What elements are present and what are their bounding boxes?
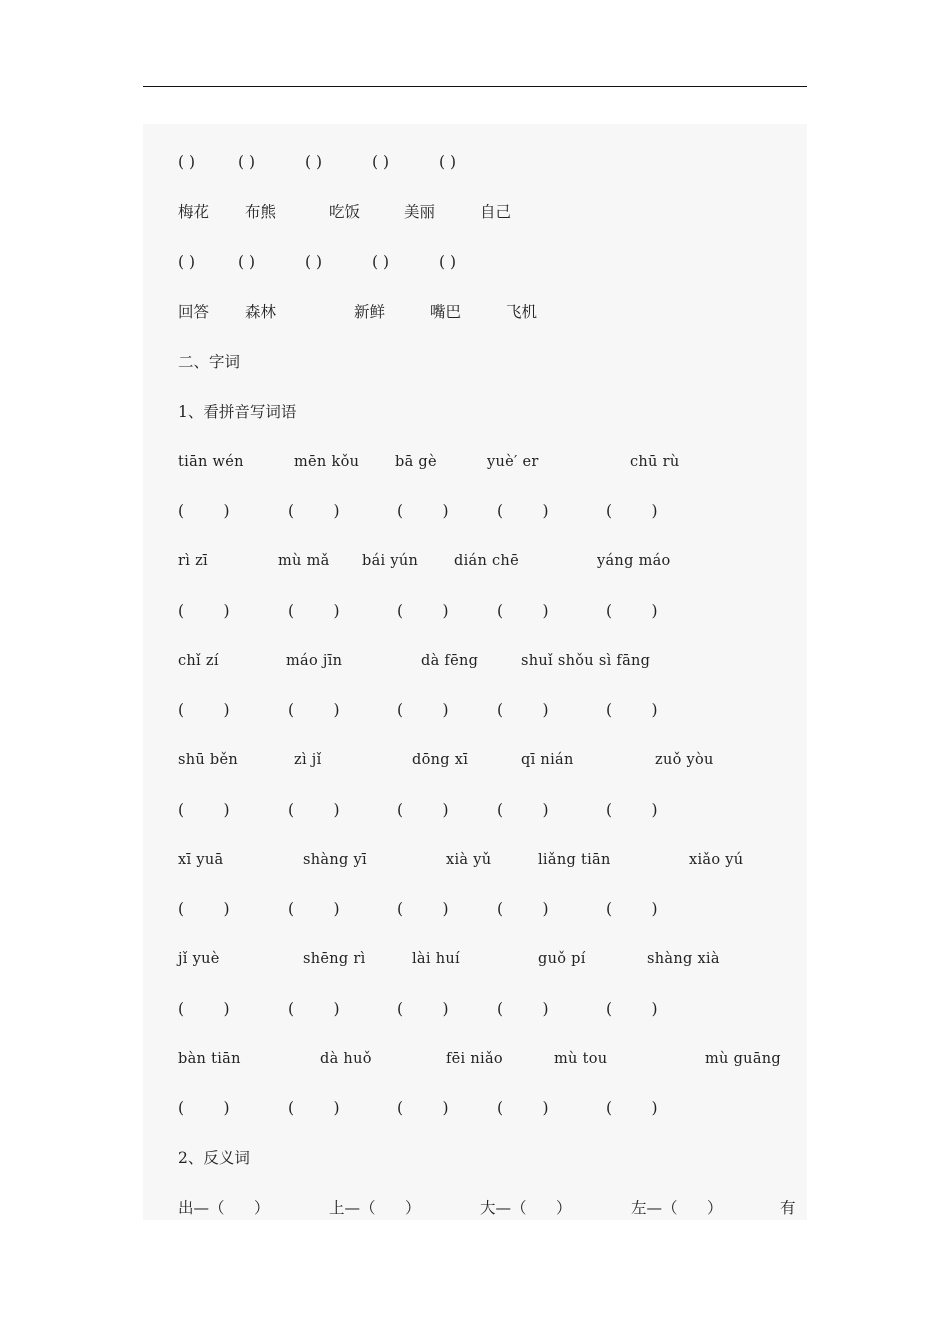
pinyin: fēi niǎo xyxy=(446,1051,503,1067)
blank: ( ) xyxy=(178,900,230,918)
pinyin: shuǐ shǒu sì fāng xyxy=(521,653,651,669)
word-row xyxy=(143,300,807,324)
word: 新鲜 xyxy=(354,303,386,321)
blank: ( ) xyxy=(238,253,256,271)
blank: ( ) xyxy=(178,153,196,171)
section-heading xyxy=(143,350,807,374)
pinyin: shàng yī xyxy=(303,852,367,868)
pinyin: yuè′ er xyxy=(487,454,539,470)
pinyin: zì jǐ xyxy=(294,752,322,768)
blank: ( ) xyxy=(606,602,658,620)
antonym-item: 大—（ ） xyxy=(480,1199,572,1217)
blank: ( ) xyxy=(606,900,658,918)
pinyin: shū běn xyxy=(178,752,239,768)
blank: ( ) xyxy=(497,801,549,819)
pinyin: mù mǎ xyxy=(278,553,330,569)
section-two-title: 二、字词 xyxy=(178,353,241,371)
blank: ( ) xyxy=(606,701,658,719)
pinyin-row xyxy=(143,947,807,971)
pinyin: xià yǔ xyxy=(446,852,492,868)
pinyin-row xyxy=(143,649,807,673)
pinyin-row xyxy=(143,748,807,772)
pinyin: tiān wén xyxy=(178,454,244,470)
pinyin: shēng rì xyxy=(303,951,366,967)
pinyin: guǒ pí xyxy=(538,951,586,967)
antonym-row xyxy=(143,1196,807,1220)
blank: ( ) xyxy=(497,502,549,520)
word: 布熊 xyxy=(245,203,277,221)
antonym-item: 左—（ ） xyxy=(631,1199,723,1217)
blank: ( ) xyxy=(288,502,340,520)
blank: ( ) xyxy=(288,1099,340,1117)
pinyin-row xyxy=(143,450,807,474)
word: 回答 xyxy=(178,303,210,321)
pinyin: yáng máo xyxy=(597,553,671,569)
blank: ( ) xyxy=(606,801,658,819)
word: 梅花 xyxy=(178,203,210,221)
blank: ( ) xyxy=(238,153,256,171)
blank: ( ) xyxy=(288,602,340,620)
blank-row xyxy=(143,997,807,1021)
top-rule xyxy=(143,86,807,87)
blank: ( ) xyxy=(397,602,449,620)
pinyin: qī nián xyxy=(521,752,574,768)
blank: ( ) xyxy=(439,153,457,171)
blank: ( ) xyxy=(288,701,340,719)
pinyin: dōng xī xyxy=(412,752,469,768)
word: 自己 xyxy=(480,203,512,221)
blank-row xyxy=(143,599,807,623)
blank: ( ) xyxy=(606,502,658,520)
pinyin: shàng xià xyxy=(647,951,720,967)
word: 飞机 xyxy=(506,303,538,321)
blank: ( ) xyxy=(178,1099,230,1117)
pinyin: xiǎo yú xyxy=(689,852,744,868)
pinyin-row xyxy=(143,1047,807,1071)
blank: ( ) xyxy=(178,502,230,520)
pinyin: dà huǒ xyxy=(320,1051,372,1067)
blank: ( ) xyxy=(288,801,340,819)
blank: ( ) xyxy=(305,253,323,271)
blank: ( ) xyxy=(497,1099,549,1117)
document-body xyxy=(143,124,807,1220)
blank-row xyxy=(143,1096,807,1120)
blank: ( ) xyxy=(397,900,449,918)
blank: ( ) xyxy=(497,701,549,719)
pinyin: mù guāng xyxy=(705,1051,781,1067)
blank: ( ) xyxy=(497,1000,549,1018)
blank-row xyxy=(143,499,807,523)
blank: ( ) xyxy=(372,153,390,171)
q2-title: 2、反义词 xyxy=(178,1149,250,1167)
pinyin: liǎng tiān xyxy=(538,852,611,868)
pinyin: bàn tiān xyxy=(178,1051,241,1067)
antonym-item: 上—（ ） xyxy=(329,1199,421,1217)
word: 吃饭 xyxy=(329,203,361,221)
question-heading xyxy=(143,400,807,424)
pinyin: jǐ yuè xyxy=(178,951,220,967)
blank: ( ) xyxy=(397,1000,449,1018)
word: 美丽 xyxy=(404,203,436,221)
antonym-item: 出—（ ） xyxy=(178,1199,270,1217)
blank: ( ) xyxy=(397,1099,449,1117)
blank: ( ) xyxy=(178,801,230,819)
blank: ( ) xyxy=(497,900,549,918)
word: 嘴巴 xyxy=(430,303,462,321)
word-row xyxy=(143,200,807,224)
pinyin: mēn kǒu xyxy=(294,454,360,470)
blank-row xyxy=(143,698,807,722)
blank: ( ) xyxy=(397,801,449,819)
question-heading xyxy=(143,1146,807,1170)
pinyin: dà fēng xyxy=(421,653,479,669)
blank: ( ) xyxy=(178,602,230,620)
blank: ( ) xyxy=(439,253,457,271)
pinyin: zuǒ yòu xyxy=(655,752,714,768)
blank: ( ) xyxy=(497,602,549,620)
pinyin: chǐ zí xyxy=(178,653,219,669)
blank: ( ) xyxy=(178,1000,230,1018)
blank: ( ) xyxy=(606,1099,658,1117)
blank: ( ) xyxy=(178,253,196,271)
blank-row xyxy=(143,897,807,921)
pinyin: bā gè xyxy=(395,454,437,470)
pinyin: mù tou xyxy=(554,1051,608,1067)
blank: ( ) xyxy=(305,153,323,171)
blank-row xyxy=(143,150,807,174)
pinyin: lài huí xyxy=(412,951,460,967)
pinyin: bái yún xyxy=(362,553,419,569)
pinyin: chū rù xyxy=(630,454,680,470)
blank: ( ) xyxy=(288,1000,340,1018)
antonym-item: 有 xyxy=(780,1199,796,1217)
blank: ( ) xyxy=(606,1000,658,1018)
blank: ( ) xyxy=(397,701,449,719)
pinyin-row xyxy=(143,848,807,872)
pinyin: rì zī xyxy=(178,553,208,569)
word: 森林 xyxy=(245,303,277,321)
pinyin: máo jīn xyxy=(286,653,343,669)
pinyin-row xyxy=(143,549,807,573)
blank: ( ) xyxy=(288,900,340,918)
pinyin: xī yuā xyxy=(178,852,224,868)
pinyin: dián chē xyxy=(454,553,519,569)
blank-row xyxy=(143,798,807,822)
blank: ( ) xyxy=(178,701,230,719)
blank-row xyxy=(143,250,807,274)
q1-title: 1、看拼音写词语 xyxy=(178,403,297,421)
blank: ( ) xyxy=(397,502,449,520)
blank: ( ) xyxy=(372,253,390,271)
